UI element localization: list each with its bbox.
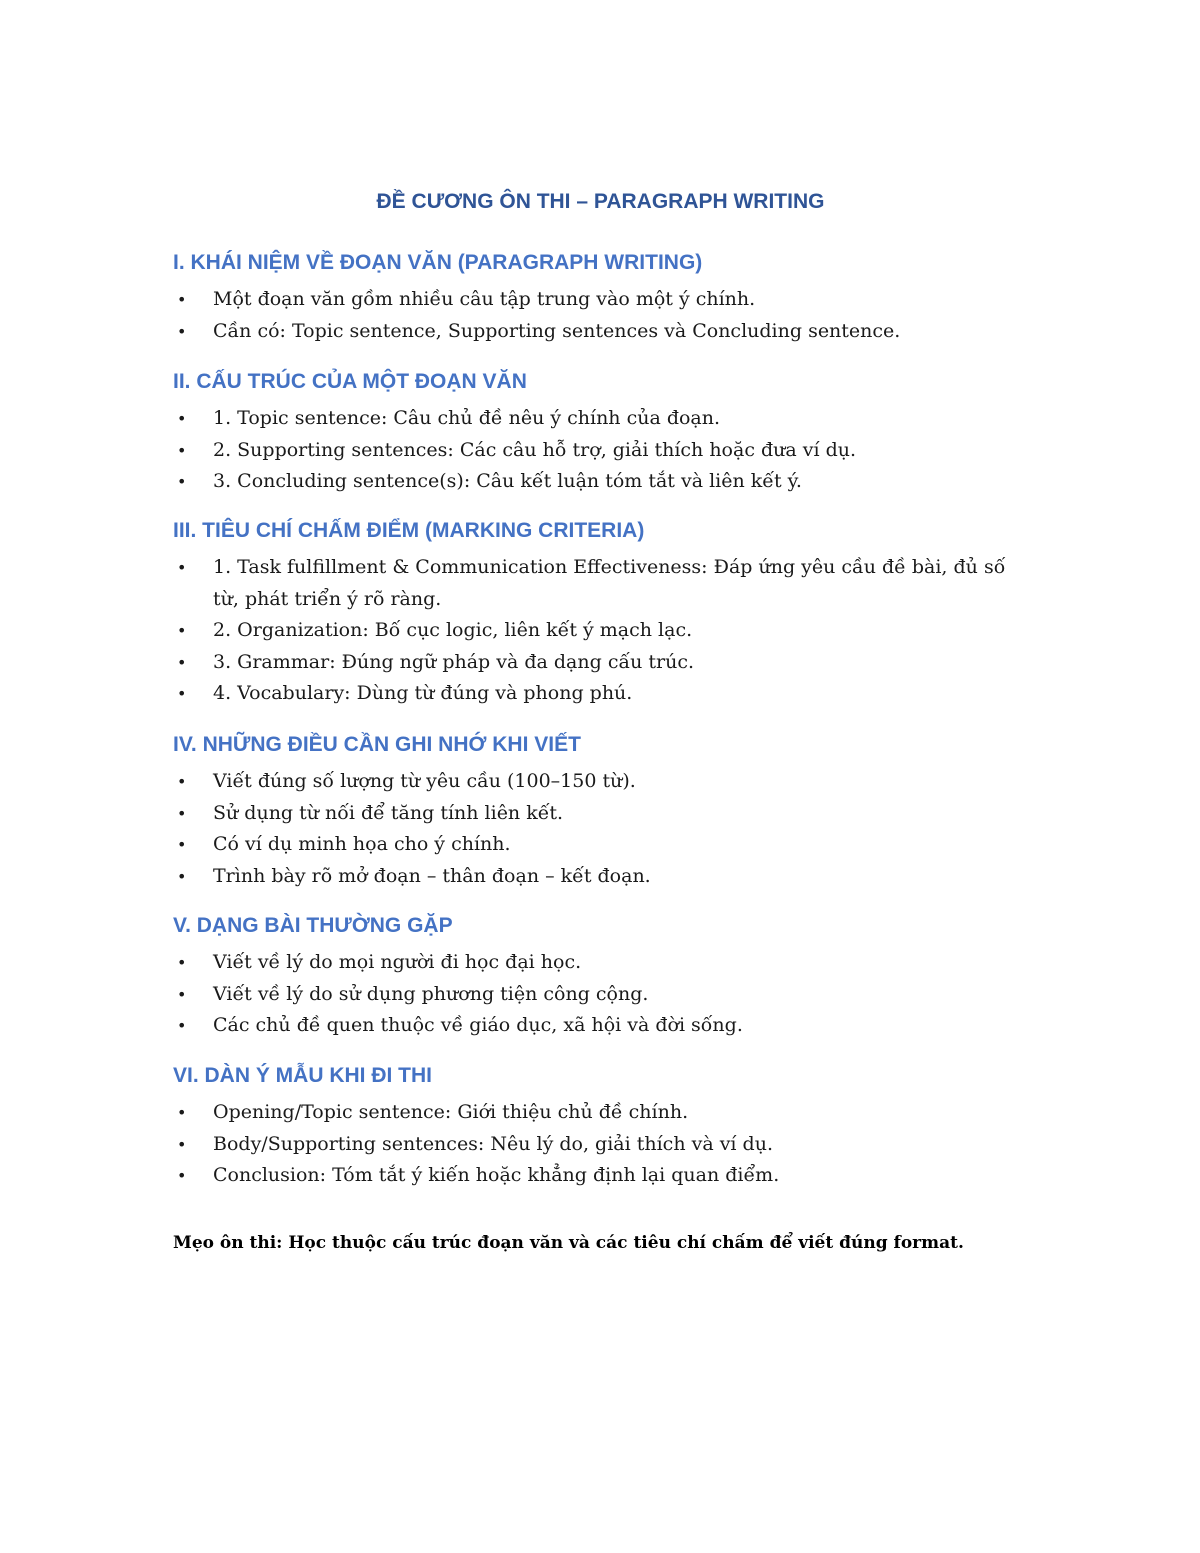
list-item bbox=[173, 979, 1033, 1011]
list-item-text: Cần có: Topic sentence, Supporting sentences và Concluding sentence. bbox=[213, 319, 901, 342]
bullet-icon: • bbox=[177, 440, 187, 460]
bullet-icon: • bbox=[177, 866, 187, 886]
bullet-icon: • bbox=[177, 652, 187, 672]
bullet-list bbox=[173, 1097, 1033, 1192]
list-item-text: Sử dụng từ nối để tăng tính liên kết. bbox=[213, 801, 564, 824]
list-item-text: 2. Organization: Bố cục logic, liên kết ý mạch lạc. bbox=[213, 619, 693, 641]
list-item-text: Trình bày rõ mở đoạn – thân đoạn – kết đoạn. bbox=[213, 864, 651, 887]
bullet-icon: • bbox=[177, 803, 187, 823]
bullet-list bbox=[173, 284, 1033, 347]
list-item bbox=[173, 435, 1033, 467]
section-heading: V. DẠNG BÀI THƯỜNG GẶP bbox=[173, 914, 453, 937]
section-structure bbox=[173, 367, 1033, 498]
bullet-icon: • bbox=[177, 290, 187, 309]
bullet-icon: • bbox=[177, 1134, 187, 1154]
list-item-text: 1. Task fulfillment & Communication Effectiveness: Đáp ứng yêu cầu đề bài, đủ số từ, phát triển ý rõ ràng. bbox=[213, 556, 1006, 610]
list-item bbox=[173, 1129, 1033, 1161]
bullet-icon: • bbox=[177, 953, 187, 972]
study-tip: Mẹo ôn thi: Học thuộc cấu trúc đoạn văn và các tiêu chí chấm để viết đúng format. bbox=[173, 1233, 964, 1253]
list-item bbox=[173, 678, 1033, 710]
section-sample-outline bbox=[173, 1061, 1033, 1192]
bullet-list bbox=[173, 403, 1033, 498]
list-item bbox=[173, 466, 1033, 498]
list-item bbox=[173, 829, 1033, 861]
bullet-icon: • bbox=[177, 984, 187, 1004]
list-item bbox=[173, 316, 1033, 348]
list-item bbox=[173, 403, 1033, 435]
section-heading: IV. NHỮNG ĐIỀU CẦN GHI NHỚ KHI VIẾT bbox=[173, 733, 581, 756]
list-item-text: Body/Supporting sentences: Nêu lý do, giải thích và ví dụ. bbox=[213, 1132, 773, 1155]
document-title: ĐỀ CƯƠNG ÔN THI – PARAGRAPH WRITING bbox=[376, 190, 825, 213]
bullet-icon: • bbox=[177, 1166, 187, 1185]
list-item bbox=[173, 947, 1033, 979]
list-item-text: Viết về lý do sử dụng phương tiện công cộng. bbox=[213, 982, 649, 1005]
list-item bbox=[173, 861, 1033, 893]
bullet-icon: • bbox=[177, 1016, 187, 1035]
bullet-icon: • bbox=[177, 472, 187, 491]
bullet-icon: • bbox=[177, 621, 187, 640]
list-item-text: Viết đúng số lượng từ yêu cầu (100–150 từ). bbox=[213, 770, 636, 792]
bullet-icon: • bbox=[177, 684, 187, 703]
list-item-text: Các chủ đề quen thuộc về giáo dục, xã hội và đời sống. bbox=[213, 1014, 743, 1036]
list-item-text: 4. Vocabulary: Dùng từ đúng và phong phú. bbox=[213, 682, 633, 704]
section-things-to-remember bbox=[173, 730, 1033, 892]
list-item bbox=[173, 647, 1033, 679]
section-heading: III. TIÊU CHÍ CHẤM ĐIỂM (MARKING CRITERIA) bbox=[173, 519, 645, 542]
section-heading: I. KHÁI NIỆM VỀ ĐOẠN VĂN (PARAGRAPH WRITING) bbox=[173, 251, 703, 274]
list-item bbox=[173, 1097, 1033, 1129]
bullet-icon: • bbox=[177, 558, 187, 577]
bullet-icon: • bbox=[177, 835, 187, 854]
list-item-text: Có ví dụ minh họa cho ý chính. bbox=[213, 833, 511, 855]
bullet-icon: • bbox=[177, 321, 187, 341]
bullet-list bbox=[173, 947, 1033, 1042]
list-item bbox=[173, 798, 1033, 830]
list-item-text: Conclusion: Tóm tắt ý kiến hoặc khẳng định lại quan điểm. bbox=[213, 1164, 780, 1186]
section-common-topics bbox=[173, 911, 1033, 1042]
list-item-text: Viết về lý do mọi người đi học đại học. bbox=[213, 951, 582, 973]
section-concept bbox=[173, 248, 1033, 347]
section-heading: VI. DÀN Ý MẪU KHI ĐI THI bbox=[173, 1064, 433, 1087]
bullet-list bbox=[173, 552, 1033, 710]
list-item-text: 3. Concluding sentence(s): Câu kết luận tóm tắt và liên kết ý. bbox=[213, 470, 802, 492]
list-item-text: 3. Grammar: Đúng ngữ pháp và đa dạng cấu trúc. bbox=[213, 650, 695, 673]
list-item-text: 2. Supporting sentences: Các câu hỗ trợ, giải thích hoặc đưa ví dụ. bbox=[213, 438, 857, 461]
list-item-text: Opening/Topic sentence: Giới thiệu chủ đề chính. bbox=[213, 1101, 689, 1123]
list-item-text: 1. Topic sentence: Câu chủ đề nêu ý chính của đoạn. bbox=[213, 407, 721, 429]
list-item bbox=[173, 1010, 1033, 1042]
section-marking-criteria bbox=[173, 516, 1033, 710]
list-item bbox=[173, 284, 1033, 316]
list-item bbox=[173, 615, 1033, 647]
list-item bbox=[173, 766, 1033, 798]
bullet-icon: • bbox=[177, 772, 187, 791]
list-item-text: Một đoạn văn gồm nhiều câu tập trung vào một ý chính. bbox=[213, 288, 756, 310]
bullet-list bbox=[173, 766, 1033, 892]
section-heading: II. CẤU TRÚC CỦA MỘT ĐOẠN VĂN bbox=[173, 370, 527, 393]
bullet-icon: • bbox=[177, 409, 187, 428]
list-item bbox=[173, 1160, 1033, 1192]
bullet-icon: • bbox=[177, 1103, 187, 1122]
list-item bbox=[173, 552, 1033, 615]
